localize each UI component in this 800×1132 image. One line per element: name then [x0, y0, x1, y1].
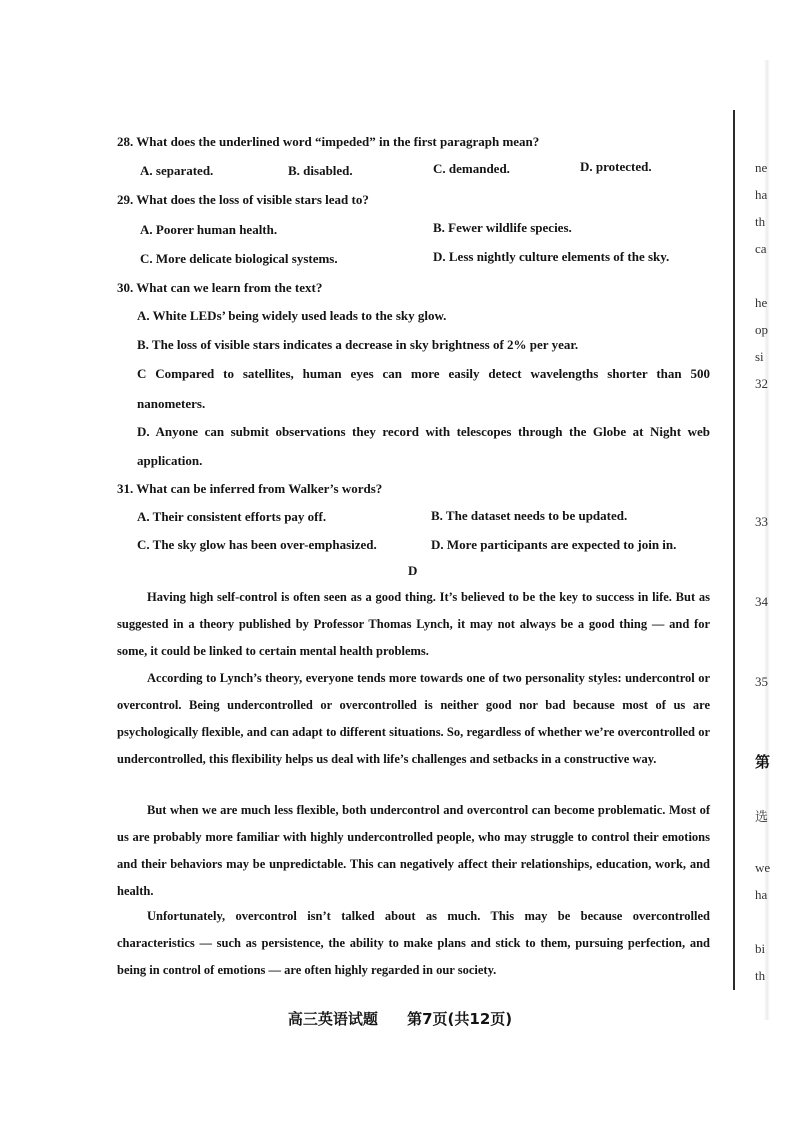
- margin-fragment: ca: [755, 241, 767, 256]
- footer-page-number: 第7页(共12页): [407, 1010, 513, 1028]
- margin-fragment: 32: [755, 376, 768, 391]
- passage-paragraph-1: [117, 584, 710, 665]
- margin-fragment: ha: [755, 187, 768, 202]
- question-30-option-c-continued: nanometers.: [137, 396, 206, 411]
- question-30-option-a: A. White LEDs’ being widely used leads to the sky glow.: [137, 308, 447, 323]
- question-28-option-c: C. demanded.: [433, 161, 510, 176]
- question-29-option-a: A. Poorer human health.: [140, 222, 278, 237]
- margin-fragment: we: [755, 860, 771, 875]
- passage-paragraph-2: [117, 665, 710, 773]
- question-31-option-d: D. More participants are expected to join in.: [431, 537, 677, 552]
- margin-fragment: 34: [755, 594, 768, 609]
- question-31-option-b: B. The dataset needs to be updated.: [431, 508, 628, 523]
- question-30-option-d-continued: application.: [137, 453, 203, 468]
- margin-fragment: 35: [755, 674, 768, 689]
- passage-paragraph-2-text: According to Lynch’s theory, everyone tends more towards one of two personality styles: undercontrol or overcontrol. Being undercontrolled or overcontrolled is neither good nor bad because most of us are psychologically flexible, and can adapt to different situations. So, regardless of whether we’re overcontrolled or undercontrolled, this flexibility helps us deal with life’s challenges and setbacks in a constructive way.: [117, 671, 710, 766]
- margin-fragment: si: [755, 349, 764, 364]
- question-29-option-c: C. More delicate biological systems.: [140, 251, 338, 266]
- question-30-option-c: C Compared to satellites, human eyes can more easily detect wavelengths shorter than 500: [137, 366, 710, 381]
- question-29-option-b: B. Fewer wildlife species.: [433, 220, 572, 235]
- passage-paragraph-1-text: Having high self-control is often seen as a good thing. It’s believed to be the key to success in life. But as suggested in a theory published by Professor Thomas Lynch, it may not always be a good thing — and for some, it could be linked to certain mental health problems.: [117, 590, 710, 658]
- question-28-option-a: A. separated.: [140, 163, 214, 178]
- passage-paragraph-3: [117, 797, 710, 905]
- question-28-option-d: D. protected.: [580, 159, 652, 174]
- question-29-stem: 29. What does the loss of visible stars lead to?: [117, 192, 369, 207]
- passage-paragraph-3-text: But when we are much less flexible, both undercontrol and overcontrol can become problematic. Most of us are probably more familiar with highly undercontrolled people, who may struggle to control their emotions and their behaviors may be unpredictable. This can negatively affect their relationships, education, work, and health.: [117, 803, 710, 898]
- question-31-stem: 31. What can be inferred from Walker’s words?: [117, 481, 383, 496]
- question-30-option-b: B. The loss of visible stars indicates a decrease in sky brightness of 2% per year.: [137, 337, 579, 352]
- question-31-option-a: A. Their consistent efforts pay off.: [137, 509, 327, 524]
- margin-fragment: bi: [755, 941, 766, 956]
- question-31-option-c: C. The sky glow has been over-emphasized.: [137, 537, 377, 552]
- margin-fragment: th: [755, 214, 766, 229]
- question-30-stem: 30. What can we learn from the text?: [117, 280, 323, 295]
- question-28-stem: 28. What does the underlined word “impeded” in the first paragraph mean?: [117, 134, 540, 149]
- page-footer: [0, 1008, 800, 1029]
- question-28-option-b: B. disabled.: [288, 163, 353, 178]
- passage-label: D: [408, 563, 418, 578]
- margin-fragment: 第: [755, 753, 771, 771]
- margin-fragment: ha: [755, 887, 768, 902]
- column-divider: [733, 110, 735, 990]
- margin-fragment: th: [755, 968, 766, 983]
- margin-fragment: 33: [755, 514, 768, 529]
- margin-fragment: op: [755, 322, 768, 337]
- footer-title: 高三英语试题: [287, 1010, 378, 1028]
- margin-fragment: 选: [755, 809, 769, 824]
- passage-paragraph-4: [117, 903, 710, 984]
- page-fold-shadow: [764, 60, 770, 1020]
- margin-fragment: he: [755, 295, 768, 310]
- passage-paragraph-4-text: Unfortunately, overcontrol isn’t talked about as much. This may be because overcontrolled characteristics — such as persistence, the ability to make plans and stick to them, pursuing perfection, and being in control of emotions — are often highly regarded in our society.: [117, 909, 710, 977]
- question-29-option-d: D. Less nightly culture elements of the sky.: [433, 249, 670, 264]
- question-30-option-d: D. Anyone can submit observations they record with telescopes through the Globe at Night web: [137, 424, 710, 439]
- margin-fragment: ne: [755, 160, 768, 175]
